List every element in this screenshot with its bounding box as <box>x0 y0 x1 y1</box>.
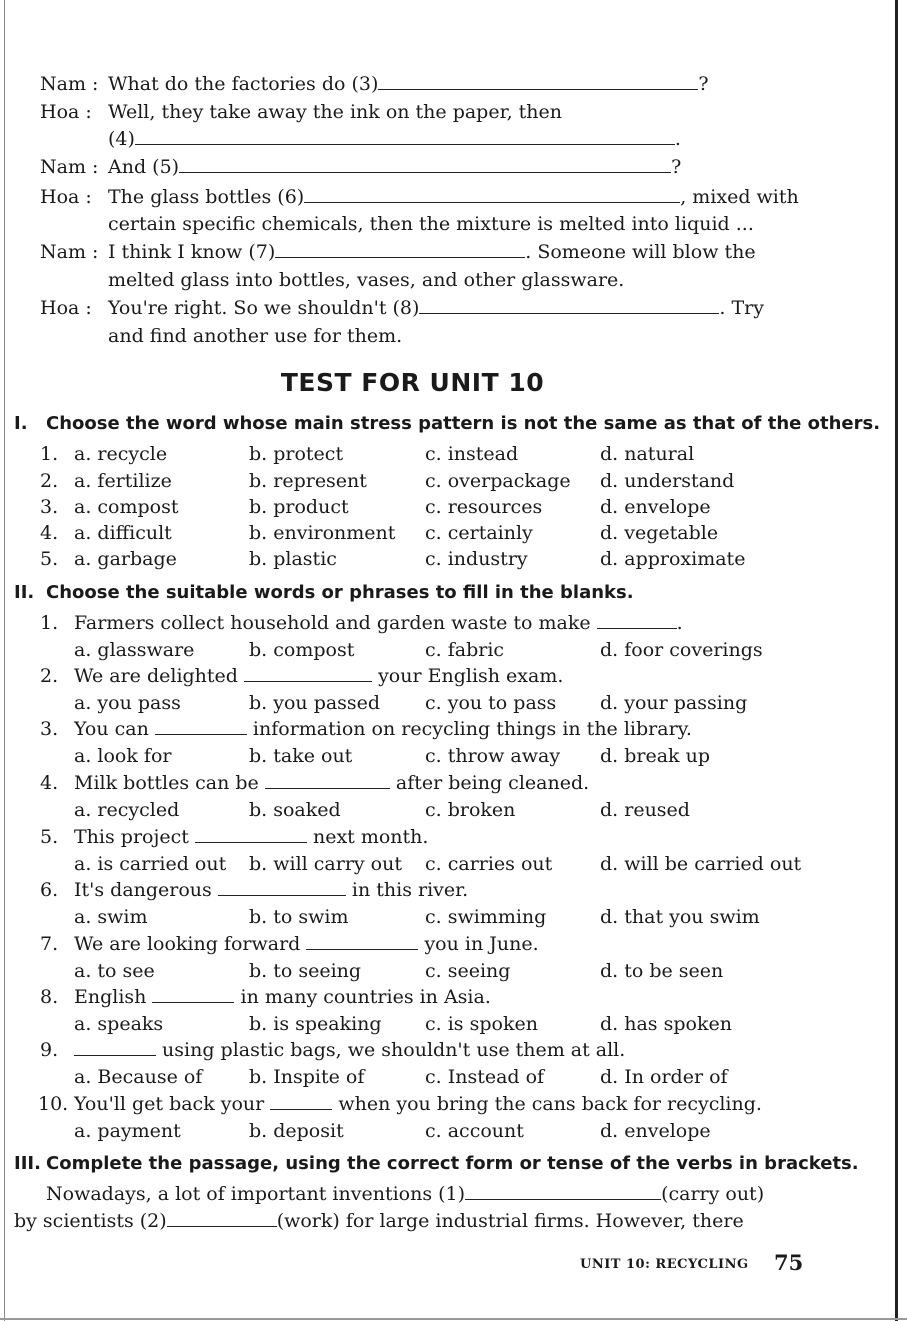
answer-blank[interactable] <box>597 612 677 629</box>
option-b[interactable]: b. Inspite of <box>249 1066 365 1088</box>
option-d[interactable]: d. natural <box>600 443 695 465</box>
passage-line: Nowadays, a lot of important inventions (1) (carry out) <box>46 1183 765 1205</box>
speaker-label: Nam : <box>40 156 99 178</box>
option-c[interactable]: c. resources <box>425 496 543 518</box>
option-a[interactable]: a. fertilize <box>74 470 172 492</box>
option-a[interactable]: a. Because of <box>74 1066 203 1088</box>
answer-blank[interactable] <box>179 156 671 173</box>
option-d[interactable]: d. envelope <box>600 1120 711 1142</box>
speaker-label: Nam : <box>40 241 99 263</box>
option-b[interactable]: b. soaked <box>249 799 341 821</box>
dialogue-line: (4) . <box>108 128 681 150</box>
option-a[interactable]: a. is carried out <box>74 853 227 875</box>
option-d[interactable]: d. reused <box>600 799 690 821</box>
option-c[interactable]: c. broken <box>425 799 516 821</box>
option-d[interactable]: d. understand <box>600 470 735 492</box>
option-b[interactable]: b. protect <box>249 443 344 465</box>
option-c[interactable]: c. Instead of <box>425 1066 545 1088</box>
option-b[interactable]: b. to seeing <box>249 960 362 982</box>
answer-blank[interactable] <box>465 1183 661 1200</box>
dialogue-line: You're right. So we shouldn't (8) . Try <box>108 297 764 319</box>
dialogue-line: certain specific chemicals, then the mixture is melted into liquid ... <box>108 213 754 235</box>
option-c[interactable]: c. industry <box>425 548 528 570</box>
dialogue-line: What do the factories do (3) ? <box>108 73 709 95</box>
option-d[interactable]: d. has spoken <box>600 1013 732 1035</box>
option-a[interactable]: a. payment <box>74 1120 181 1142</box>
option-a[interactable]: a. speaks <box>74 1013 164 1035</box>
option-a[interactable]: a. compost <box>74 496 179 518</box>
page-bottom-edge <box>0 1318 907 1320</box>
page-title: TEST FOR UNIT 10 <box>280 368 545 397</box>
option-a[interactable]: a. difficult <box>74 522 172 544</box>
dialogue-line: And (5) ? <box>108 156 682 178</box>
option-a[interactable]: a. glassware <box>74 639 195 661</box>
speaker-label: Hoa : <box>40 297 92 319</box>
speaker-label: Hoa : <box>40 101 92 123</box>
answer-blank[interactable] <box>195 826 307 843</box>
page-left-edge <box>4 0 5 1321</box>
section-heading: III. Complete the passage, using the correct form or tense of the verbs in brackets. <box>14 1153 859 1174</box>
option-d[interactable]: d. to be seen <box>600 960 724 982</box>
answer-blank[interactable] <box>270 1093 332 1110</box>
dialogue-line: and find another use for them. <box>108 325 403 347</box>
option-b[interactable]: b. is speaking <box>249 1013 382 1035</box>
option-c[interactable]: c. overpackage <box>425 470 571 492</box>
option-d[interactable]: d. break up <box>600 745 711 767</box>
dialogue-line: The glass bottles (6) , mixed with <box>108 186 799 208</box>
option-c[interactable]: c. you to pass <box>425 692 557 714</box>
option-d[interactable]: d. envelope <box>600 496 711 518</box>
page-right-edge <box>895 0 898 1321</box>
option-d[interactable]: d. foor coverings <box>600 639 763 661</box>
answer-blank[interactable] <box>152 986 234 1003</box>
answer-blank[interactable] <box>306 933 418 950</box>
dialogue-line: melted glass into bottles, vases, and other glassware. <box>108 269 625 291</box>
option-a[interactable]: a. to see <box>74 960 155 982</box>
option-a[interactable]: a. recycle <box>74 443 168 465</box>
answer-blank[interactable] <box>378 73 698 90</box>
speaker-label: Hoa : <box>40 186 92 208</box>
answer-blank[interactable] <box>155 718 247 735</box>
option-c[interactable]: c. instead <box>425 443 519 465</box>
answer-blank[interactable] <box>265 772 390 789</box>
option-a[interactable]: a. swim <box>74 906 148 928</box>
option-b[interactable]: b. product <box>249 496 349 518</box>
answer-blank[interactable] <box>244 665 372 682</box>
option-c[interactable]: c. swimming <box>425 906 547 928</box>
answer-blank[interactable] <box>167 1210 277 1227</box>
section-heading: II. Choose the suitable words or phrases to fill in the blanks. <box>14 582 634 603</box>
option-c[interactable]: c. carries out <box>425 853 553 875</box>
option-b[interactable]: b. plastic <box>249 548 337 570</box>
option-b[interactable]: b. deposit <box>249 1120 344 1142</box>
option-d[interactable]: d. vegetable <box>600 522 719 544</box>
section-heading: I. Choose the word whose main stress pattern is not the same as that of the others. <box>14 413 881 434</box>
option-b[interactable]: b. compost <box>249 639 355 661</box>
option-d[interactable]: d. your passing <box>600 692 748 714</box>
answer-blank[interactable] <box>275 241 525 258</box>
answer-blank[interactable] <box>218 879 346 896</box>
answer-blank[interactable] <box>135 128 675 145</box>
option-d[interactable]: d. approximate <box>600 548 746 570</box>
page-number: 75 <box>774 1250 804 1275</box>
answer-blank[interactable] <box>304 186 680 203</box>
option-c[interactable]: c. fabric <box>425 639 505 661</box>
option-a[interactable]: a. garbage <box>74 548 177 570</box>
dialogue-line: Well, they take away the ink on the paper, then <box>108 101 563 123</box>
option-c[interactable]: c. throw away <box>425 745 561 767</box>
option-d[interactable]: d. In order of <box>600 1066 728 1088</box>
option-b[interactable]: b. represent <box>249 470 367 492</box>
passage-line: by scientists (2) (work) for large industrial firms. However, there <box>14 1210 744 1232</box>
dialogue-line: I think I know (7) . Someone will blow the <box>108 241 756 263</box>
running-footer: UNIT 10: RECYCLING <box>580 1257 749 1272</box>
option-a[interactable]: a. you pass <box>74 692 181 714</box>
answer-blank[interactable] <box>74 1039 156 1056</box>
option-c[interactable]: c. seeing <box>425 960 511 982</box>
speaker-label: Nam : <box>40 73 99 95</box>
option-c[interactable]: c. is spoken <box>425 1013 538 1035</box>
option-c[interactable]: c. account <box>425 1120 524 1142</box>
option-d[interactable]: d. that you swim <box>600 906 760 928</box>
answer-blank[interactable] <box>419 297 719 314</box>
option-d[interactable]: d. will be carried out <box>600 853 802 875</box>
option-b[interactable]: b. will carry out <box>249 853 402 875</box>
option-b[interactable]: b. you passed <box>249 692 381 714</box>
option-a[interactable]: a. recycled <box>74 799 180 821</box>
option-c[interactable]: c. certainly <box>425 522 533 544</box>
option-b[interactable]: b. take out <box>249 745 353 767</box>
option-b[interactable]: b. environment <box>249 522 396 544</box>
option-a[interactable]: a. look for <box>74 745 172 767</box>
option-b[interactable]: b. to swim <box>249 906 349 928</box>
